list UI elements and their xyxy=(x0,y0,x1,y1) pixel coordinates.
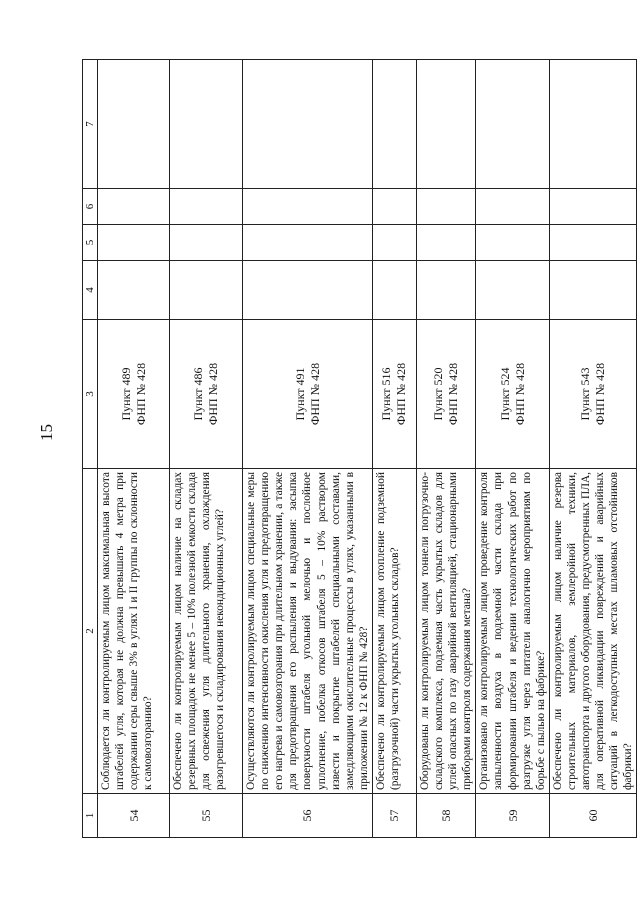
table-row xyxy=(243,60,373,838)
header-cell: 3 xyxy=(83,320,98,469)
note-cell xyxy=(416,60,475,189)
answer-cell xyxy=(243,225,373,261)
header-cell: 5 xyxy=(83,225,98,261)
answer-cell xyxy=(243,189,373,225)
reference-point: Пункт 524 xyxy=(497,367,512,421)
row-number: 57 xyxy=(372,794,416,838)
requirement-text: Обеспечено ли контролируемым лицом наличие на складах резервных площадок не менее 5 – 10% полезной емкости склада для освежения угля длительного хранения, охлаждения разогревшегося и складирования некондиционных углей? xyxy=(170,469,243,794)
reference-point: Пункт 486 xyxy=(191,367,206,421)
reference-document: ФНП № 428 xyxy=(394,362,409,426)
answer-cell xyxy=(170,189,243,225)
answer-cell xyxy=(372,225,416,261)
requirement-text: Обеспечено ли контролируемым лицом отопление подземной (разгрузочной) части укрытых угольных складов? xyxy=(372,469,416,794)
reference-document: ФНП № 428 xyxy=(512,362,527,426)
answer-cell xyxy=(416,189,475,225)
row-number: 58 xyxy=(416,794,475,838)
answer-cell xyxy=(98,225,170,261)
reference-document: ФНП № 428 xyxy=(206,362,221,426)
answer-cell xyxy=(549,189,637,225)
answer-cell xyxy=(549,261,637,320)
checklist-table-container xyxy=(82,60,635,838)
row-number: 60 xyxy=(549,794,637,838)
requirement-reference xyxy=(372,320,416,469)
requirement-text: Соблюдается ли контролируемым лицом максимальная высота штабелей угля, которая не должна превышать 4 метра при содержании серы свыше 3% в углях I и II группы по склонности к самовозгоранию? xyxy=(98,469,170,794)
reference-point: Пункт 543 xyxy=(578,367,593,421)
requirement-reference xyxy=(243,320,373,469)
note-cell xyxy=(476,60,549,189)
header-cell: 6 xyxy=(83,189,98,225)
answer-cell xyxy=(372,261,416,320)
reference-point: Пункт 520 xyxy=(431,367,446,421)
answer-cell xyxy=(476,189,549,225)
reference-document: ФНП № 428 xyxy=(307,362,322,426)
requirement-text: Осуществляются ли контролируемым лицом специальные меры по снижению интенсивности окисления угля и предотвращению его нагрева и самовозгорания при длительном хранении, а также для предотвращения его распыления и выдувания: засыпка поверхности штабеля угольной мелочью и послойное уплотнение, побелка откосов штабеля 5 – 10% раствором извести и покрытие штабелей специальными составами, замедляющими окислительные процессы в углях, указанными в приложении № 12 к ФНП № 428? xyxy=(243,469,373,794)
answer-cell xyxy=(476,225,549,261)
table-row xyxy=(549,60,637,838)
note-cell xyxy=(372,60,416,189)
table-row xyxy=(416,60,475,838)
row-number: 55 xyxy=(170,794,243,838)
table-row xyxy=(98,60,170,838)
table-row xyxy=(170,60,243,838)
header-cell: 7 xyxy=(83,60,98,189)
row-number: 59 xyxy=(476,794,549,838)
requirement-text: Организовано ли контролируемым лицом проведение контроля запыленности воздуха в подземной части склада при формировании штабеля и ведении технологических работ по разгрузке угля через питатели аналогично мероприятиям по борьбе с пылью на фабрике? xyxy=(476,469,549,794)
table-header-row xyxy=(83,60,98,838)
note-cell xyxy=(170,60,243,189)
answer-cell xyxy=(98,189,170,225)
answer-cell xyxy=(170,261,243,320)
answer-cell xyxy=(243,261,373,320)
requirement-reference xyxy=(170,320,243,469)
reference-point: Пункт 491 xyxy=(292,367,307,421)
reference-document: ФНП № 428 xyxy=(446,362,461,426)
table-row xyxy=(372,60,416,838)
header-cell: 4 xyxy=(83,261,98,320)
reference-point: Пункт 489 xyxy=(118,367,133,421)
reference-document: ФНП № 428 xyxy=(593,362,608,426)
reference-document: ФНП № 428 xyxy=(133,362,148,426)
answer-cell xyxy=(549,225,637,261)
page-number: 15 xyxy=(37,424,56,441)
note-cell xyxy=(98,60,170,189)
answer-cell xyxy=(372,189,416,225)
requirement-text: Обеспечено ли контролируемым лицом наличие резерва строительных материалов, землеройной техники, автотранспорта и другого оборудования, предусмотренных ПЛА, для оперативной ликвидации повреждений и аварийных ситуаций в легкодоступных местах шламовых отстойников фабрики? xyxy=(549,469,637,794)
checklist-table xyxy=(82,59,637,838)
answer-cell xyxy=(416,261,475,320)
requirement-reference xyxy=(476,320,549,469)
table-row xyxy=(476,60,549,838)
header-cell: 2 xyxy=(83,469,98,794)
answer-cell xyxy=(98,261,170,320)
answer-cell xyxy=(416,225,475,261)
requirement-text: Оборудованы ли контролируемым лицом тоннели погрузочно-складского комплекса, подземная часть укрытых складов для углей опасных по газу аварийной вентиляцией, стационарными приборами контроля содержания метана? xyxy=(416,469,475,794)
requirement-reference xyxy=(416,320,475,469)
note-cell xyxy=(243,60,373,189)
header-cell: 1 xyxy=(83,794,98,838)
note-cell xyxy=(549,60,637,189)
row-number: 54 xyxy=(98,794,170,838)
reference-point: Пункт 516 xyxy=(379,367,394,421)
answer-cell xyxy=(170,225,243,261)
row-number: 56 xyxy=(243,794,373,838)
requirement-reference xyxy=(549,320,637,469)
answer-cell xyxy=(476,261,549,320)
requirement-reference xyxy=(98,320,170,469)
